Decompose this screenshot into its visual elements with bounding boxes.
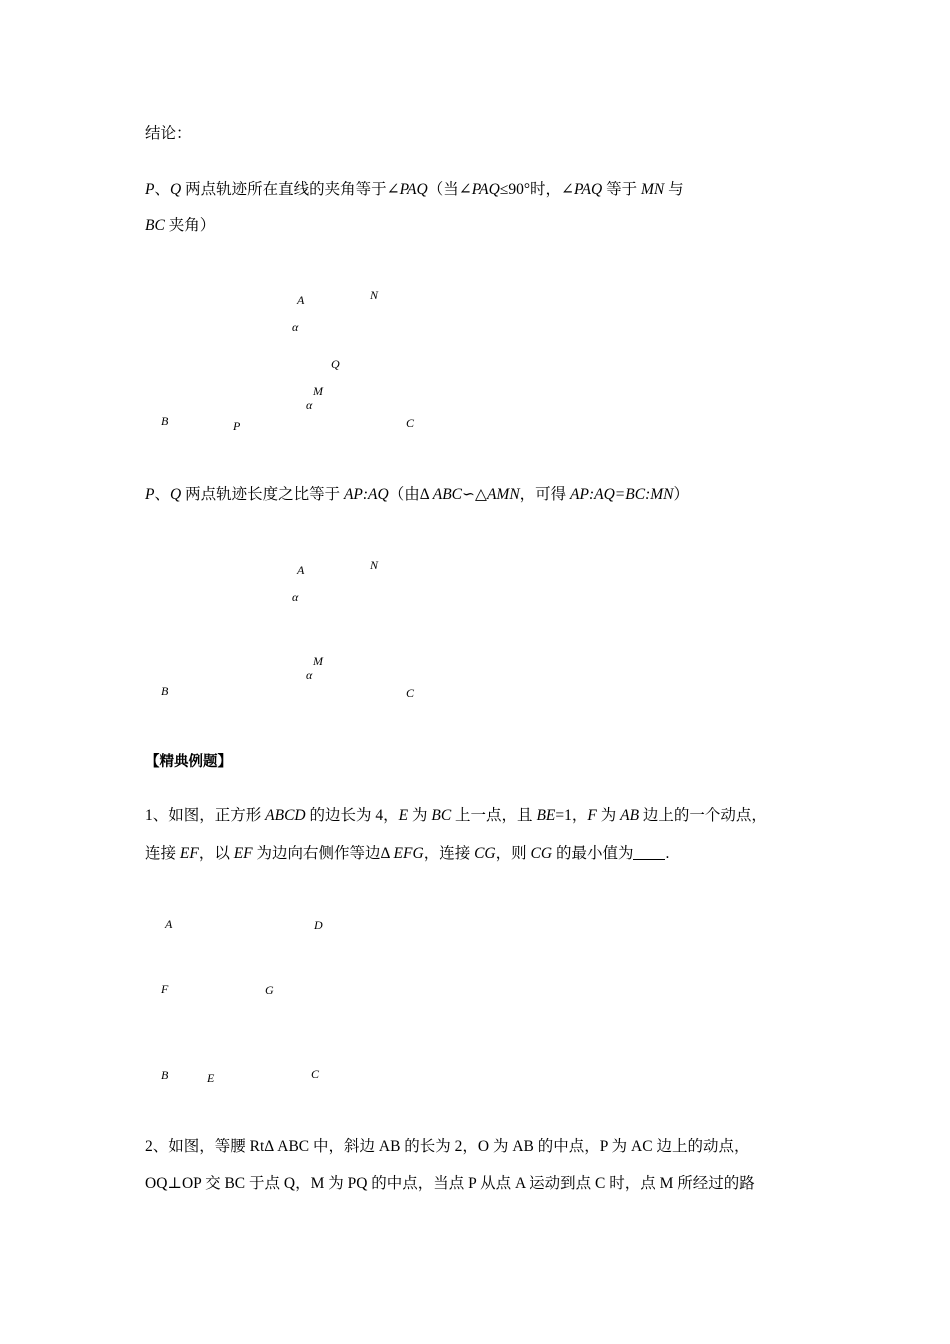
fig1-label-alpha1: α (292, 320, 299, 334)
para1-line2: BC 夹角） (145, 217, 216, 234)
q1-line1: 1、如图，正方形 ABCD 的边长为 4，E 为 BC 上一点，且 BE=1，F 为 AB 边上的一个动点， (145, 807, 767, 824)
fig3-label-d: D (314, 918, 323, 932)
fig2-label-n: N (370, 558, 379, 572)
answer-blank[interactable] (633, 845, 665, 860)
q2-line1: 2、如图，等腰 RtΔ ABC 中，斜边 AB 的长为 2，O 为 AB 的中点，P 为 AC 边上的动点， (145, 1138, 750, 1155)
fig1-label-c: C (406, 416, 415, 430)
fig1-label-b: B (161, 414, 169, 428)
fig1-label-m: M (313, 384, 323, 398)
fig3-label-f: F (161, 982, 169, 996)
fig3-label-e: E (207, 1071, 215, 1085)
q1-line2: 连接 EF，以 EF 为边向右侧作等边Δ EFG，连接 CG，则 CG 的最小值为 . (145, 845, 670, 862)
fig2-label-c: C (406, 686, 415, 700)
fig2-label-m: M (313, 654, 323, 668)
fig3-label-c: C (311, 1067, 320, 1081)
section-title: 【精典例题】 (145, 754, 232, 770)
fig1-label-a: A (297, 293, 305, 307)
conclusion-title: 结论： (145, 125, 192, 142)
fig1-label-alpha2: α (306, 398, 313, 412)
fig1-label-q: Q (331, 357, 340, 371)
fig1-label-n: N (370, 288, 379, 302)
fig3-label-a: A (165, 917, 173, 931)
q2-line2: OQ⊥OP 交 BC 于点 Q，M 为 PQ 的中点，当点 P 从点 A 运动到点 C 时，点 M 所经过的路 (145, 1175, 755, 1192)
para1-line1: P、Q 两点轨迹所在直线的夹角等于∠PAQ（当∠PAQ≤90°时，∠PAQ 等于 MN 与 (145, 181, 684, 198)
fig2-label-alpha2: α (306, 668, 313, 682)
fig2-label-alpha1: α (292, 590, 299, 604)
para2-line: P、Q 两点轨迹长度之比等于 AP:AQ（由Δ ABC∽△AMN，可得 AP:AQ=BC:MN） (145, 486, 689, 503)
fig3-label-b: B (161, 1068, 169, 1082)
fig3-label-g: G (265, 983, 274, 997)
fig2-label-a: A (297, 563, 305, 577)
fig1-label-p: P (233, 419, 241, 433)
fig2-label-b: B (161, 684, 169, 698)
